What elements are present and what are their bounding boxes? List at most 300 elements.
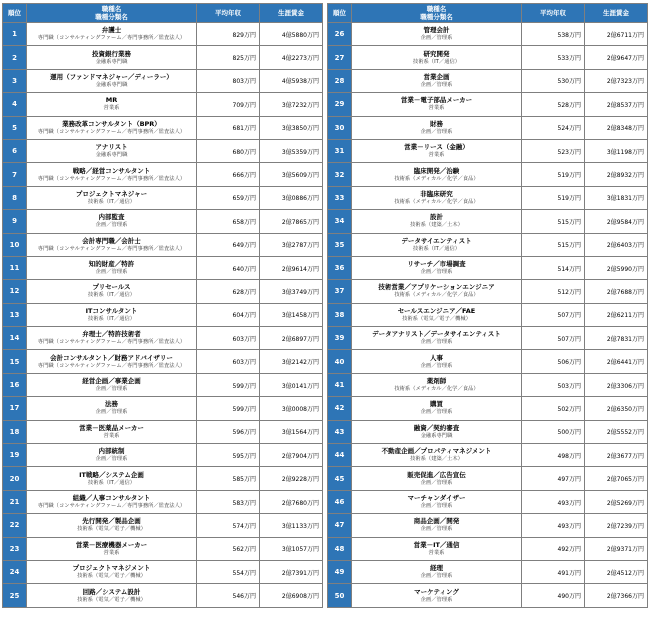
table-row: [328, 397, 648, 420]
salary-cell: 649万円: [197, 233, 260, 256]
table-row: [3, 350, 323, 373]
header-job-subtitle: 職種分類名: [420, 13, 453, 21]
rank-cell: 12: [3, 280, 27, 303]
table-row: [328, 490, 648, 513]
job-category: 企画／管理系: [420, 269, 453, 276]
rank-cell: 29: [328, 93, 352, 116]
rank-cell: 15: [3, 350, 27, 373]
salary-cell: 498万円: [522, 444, 585, 467]
header-job-title: 職種名: [426, 5, 447, 13]
rank-cell: 38: [328, 303, 352, 326]
table-row: [3, 420, 323, 443]
rank-cell: 2: [3, 46, 27, 69]
table-row: [3, 233, 323, 256]
salary-cell: 491万円: [522, 560, 585, 583]
table-row: [328, 584, 648, 607]
job-category: 技術系（電気／電子／機械）: [77, 596, 146, 603]
job-category: 技術系（IT／通信）: [87, 479, 136, 486]
table-row: [3, 444, 323, 467]
salary-cell: 506万円: [522, 350, 585, 373]
lifetime-cell: 2億6897万円: [260, 327, 323, 350]
job-name: 技術営業／アプリケーションエンジニア: [378, 283, 495, 292]
rank-cell: 6: [3, 139, 27, 162]
header-job: [27, 4, 197, 23]
rank-cell: 31: [328, 139, 352, 162]
table-row: [328, 256, 648, 279]
rank-cell: 45: [328, 467, 352, 490]
lifetime-cell: 2億8932万円: [585, 163, 648, 186]
table-row: [3, 280, 323, 303]
job-cell: [27, 303, 197, 326]
salary-cell: 574万円: [197, 514, 260, 537]
job-category: 営業系: [428, 152, 445, 159]
lifetime-cell: 3億1057万円: [260, 537, 323, 560]
table-row: [3, 560, 323, 583]
job-cell: [27, 23, 197, 46]
lifetime-cell: 3億1458万円: [260, 303, 323, 326]
rank-cell: 42: [328, 397, 352, 420]
salary-cell: 519万円: [522, 186, 585, 209]
job-name: 法務: [105, 400, 118, 409]
job-name: 人事: [430, 353, 443, 362]
job-name: 財務: [430, 119, 443, 128]
lifetime-cell: 2億7366万円: [585, 584, 648, 607]
table-row: [3, 93, 323, 116]
job-cell: [352, 233, 522, 256]
table-row: [328, 327, 648, 350]
rank-cell: 24: [3, 560, 27, 583]
salary-cell: 515万円: [522, 210, 585, 233]
job-category: 技術系（IT／通信）: [412, 58, 461, 65]
job-cell: [27, 350, 197, 373]
job-category: 技術系（IT／通信）: [87, 315, 136, 322]
salary-cell: 519万円: [522, 163, 585, 186]
table-row: [328, 163, 648, 186]
lifetime-cell: 2億5269万円: [585, 490, 648, 513]
job-cell: [27, 490, 197, 513]
job-category: 企画／管理系: [420, 35, 453, 42]
table-row: [328, 210, 648, 233]
table-row: [3, 210, 323, 233]
salary-cell: 583万円: [197, 490, 260, 513]
salary-cell: 530万円: [522, 69, 585, 92]
job-category: 技術系（電気／電子／機械）: [77, 526, 146, 533]
job-cell: [352, 514, 522, 537]
job-category: 技術系（IT／通信）: [87, 292, 136, 299]
job-name: MR: [105, 96, 118, 105]
table-row: [328, 93, 648, 116]
lifetime-cell: 3億3850万円: [260, 116, 323, 139]
job-name: プロジェクトマネジメント: [72, 564, 151, 573]
rank-cell: 40: [328, 350, 352, 373]
job-name: データサイエンティスト: [401, 236, 472, 245]
rank-cell: 11: [3, 256, 27, 279]
table-row: [328, 420, 648, 443]
job-category: 営業系: [103, 105, 120, 112]
rank-cell: 47: [328, 514, 352, 537]
job-category: 企画／管理系: [420, 339, 453, 346]
job-cell: [27, 210, 197, 233]
job-name: マーチャンダイザー: [407, 494, 466, 502]
table-row: [3, 46, 323, 69]
lifetime-cell: 2億6711万円: [585, 23, 648, 46]
salary-cell: 640万円: [197, 256, 260, 279]
salary-cell: 497万円: [522, 467, 585, 490]
job-name: 会計コンサルタント／財務アドバイザリー: [50, 353, 173, 362]
job-category: 企画／管理系: [420, 362, 453, 369]
job-name: アナリスト: [95, 143, 128, 152]
table-row: [3, 23, 323, 46]
job-category: 技術系（IT／通信）: [412, 245, 461, 252]
job-category: 営業系: [103, 432, 120, 439]
rank-cell: 10: [3, 233, 27, 256]
rank-cell: 9: [3, 210, 27, 233]
lifetime-cell: 3億0141万円: [260, 373, 323, 396]
salary-cell: 596万円: [197, 420, 260, 443]
job-category: 営業系: [428, 105, 445, 112]
salary-cell: 533万円: [522, 46, 585, 69]
lifetime-cell: 2億7904万円: [260, 444, 323, 467]
job-name: 管理会計: [423, 26, 450, 35]
rank-cell: 8: [3, 186, 27, 209]
job-category: 技術系（建築／土木）: [410, 456, 463, 463]
rank-cell: 22: [3, 514, 27, 537]
lifetime-cell: 2億7680万円: [260, 490, 323, 513]
job-name: 営業－電子部品メーカー: [400, 96, 473, 105]
lifetime-cell: 3億2787万円: [260, 233, 323, 256]
rank-cell: 23: [3, 537, 27, 560]
job-name: 運用（ファンドマネジャー／ディーラー）: [50, 72, 173, 81]
job-cell: [27, 280, 197, 303]
lifetime-cell: 3億0886万円: [260, 186, 323, 209]
job-cell: [27, 233, 197, 256]
lifetime-cell: 2億9228万円: [260, 467, 323, 490]
salary-cell: 680万円: [197, 139, 260, 162]
job-category: 企画／管理系: [95, 386, 128, 393]
job-cell: [352, 163, 522, 186]
job-cell: [352, 467, 522, 490]
salary-cell: 492万円: [522, 537, 585, 560]
job-category: 技術系（メディカル／化学／食品）: [394, 198, 479, 205]
lifetime-cell: 4億5938万円: [260, 69, 323, 92]
salary-cell: 628万円: [197, 280, 260, 303]
lifetime-cell: 2億7323万円: [585, 69, 648, 92]
table-row: [328, 560, 648, 583]
job-name: プリセールス: [92, 283, 131, 292]
salary-cell: 666万円: [197, 163, 260, 186]
job-category: 企画／管理系: [420, 573, 453, 580]
salary-cell: 493万円: [522, 490, 585, 513]
header-row: [328, 4, 648, 23]
job-cell: [352, 303, 522, 326]
salary-cell: 507万円: [522, 327, 585, 350]
salary-cell: 515万円: [522, 233, 585, 256]
job-category: 営業系: [428, 549, 445, 556]
rank-cell: 49: [328, 560, 352, 583]
lifetime-cell: 2億4512万円: [585, 560, 648, 583]
job-category: 専門職（コンサルティングファーム／専門事務所／監査法人）: [37, 503, 186, 509]
table-row: [3, 467, 323, 490]
lifetime-cell: 2億9647万円: [585, 46, 648, 69]
job-cell: [352, 186, 522, 209]
job-cell: [352, 327, 522, 350]
job-name: 販売促進／広告宣伝: [407, 470, 466, 479]
job-category: 専門職（コンサルティングファーム／専門事務所／監査法人）: [37, 245, 186, 252]
table-row: [3, 490, 323, 513]
job-category: 企画／管理系: [95, 456, 128, 463]
rank-cell: 20: [3, 467, 27, 490]
job-name: 営業－医薬品メーカー: [79, 423, 144, 432]
job-category: 企画／管理系: [420, 596, 453, 603]
job-name: マーケティング: [414, 587, 459, 596]
job-cell: [27, 397, 197, 420]
ranking-table-left: [2, 3, 323, 608]
header-rank: 順位: [3, 4, 27, 23]
job-category: 営業系: [103, 549, 120, 556]
job-category: 技術系（メディカル／化学／食品）: [394, 292, 479, 299]
job-cell: [352, 490, 522, 513]
lifetime-cell: 3億1831万円: [585, 186, 648, 209]
ranking-table-right: [327, 3, 648, 608]
job-name: プロジェクトマネジャー: [75, 189, 148, 198]
lifetime-cell: 3億1133万円: [260, 514, 323, 537]
job-category: 金融系専門職: [95, 58, 128, 65]
lifetime-cell: 3億5359万円: [260, 139, 323, 162]
rank-cell: 41: [328, 373, 352, 396]
job-name: 不動産企画／プロパティマネジメント: [381, 447, 492, 456]
salary-cell: 523万円: [522, 139, 585, 162]
salary-cell: 825万円: [197, 46, 260, 69]
table-row: [328, 444, 648, 467]
salary-cell: 595万円: [197, 444, 260, 467]
lifetime-cell: 2億5552万円: [585, 420, 648, 443]
table-row: [3, 373, 323, 396]
salary-cell: 500万円: [522, 420, 585, 443]
salary-cell: 503万円: [522, 373, 585, 396]
lifetime-cell: 2億9371万円: [585, 537, 648, 560]
rank-cell: 33: [328, 186, 352, 209]
salary-cell: 658万円: [197, 210, 260, 233]
lifetime-cell: 2億8537万円: [585, 93, 648, 116]
salary-cell: 493万円: [522, 514, 585, 537]
job-category: 企画／管理系: [95, 409, 128, 416]
job-category: 金融系専門職: [95, 152, 128, 159]
job-category: 金融系専門職: [95, 81, 128, 88]
job-cell: [352, 584, 522, 607]
table-row: [328, 46, 648, 69]
table-row: [328, 373, 648, 396]
lifetime-cell: 2億3677万円: [585, 444, 648, 467]
header-salary: 平均年収: [522, 4, 585, 23]
job-cell: [352, 69, 522, 92]
lifetime-cell: 2億7831万円: [585, 327, 648, 350]
job-category: 企画／管理系: [420, 526, 453, 533]
table-row: [328, 116, 648, 139]
job-name: 回路／システム設計: [82, 587, 141, 596]
lifetime-cell: 3億1198万円: [585, 139, 648, 162]
rank-cell: 21: [3, 490, 27, 513]
salary-cell: 709万円: [197, 93, 260, 116]
header-job-subtitle: 職種分類名: [95, 13, 128, 21]
lifetime-cell: 2億9584万円: [585, 210, 648, 233]
job-name: ITコンサルタント: [85, 306, 138, 315]
lifetime-cell: 2億3306万円: [585, 373, 648, 396]
table-row: [3, 139, 323, 162]
job-name: 弁護士: [101, 26, 122, 35]
table-row: [328, 233, 648, 256]
job-name: 内部監査: [98, 213, 125, 222]
table-row: [328, 23, 648, 46]
rank-cell: 43: [328, 420, 352, 443]
rank-cell: 16: [3, 373, 27, 396]
table-row: [328, 467, 648, 490]
salary-cell: 585万円: [197, 467, 260, 490]
rank-cell: 32: [328, 163, 352, 186]
job-cell: [27, 93, 197, 116]
header-job-title: 職種名: [101, 5, 122, 13]
header-job: [352, 4, 522, 23]
table-row: [328, 303, 648, 326]
rank-cell: 44: [328, 444, 352, 467]
salary-cell: 803万円: [197, 69, 260, 92]
lifetime-cell: 2億8348万円: [585, 116, 648, 139]
job-name: データアナリスト／データサイエンティスト: [372, 330, 501, 339]
rank-cell: 48: [328, 537, 352, 560]
table-row: [3, 584, 323, 607]
lifetime-cell: 2億6211万円: [585, 303, 648, 326]
job-cell: [27, 139, 197, 162]
job-name: 投資銀行業務: [92, 49, 131, 58]
job-cell: [352, 373, 522, 396]
lifetime-cell: 2億7391万円: [260, 560, 323, 583]
rank-cell: 17: [3, 397, 27, 420]
lifetime-cell: 2億7065万円: [585, 467, 648, 490]
rank-cell: 18: [3, 420, 27, 443]
job-category: 専門職（コンサルティングファーム／専門事務所／監査法人）: [37, 175, 186, 182]
rank-cell: 34: [328, 210, 352, 233]
salary-cell: 603万円: [197, 327, 260, 350]
job-category: 技術系（電気／電子／機械）: [77, 573, 146, 580]
header-row: [3, 4, 323, 23]
lifetime-cell: 2億7865万円: [260, 210, 323, 233]
table-row: [328, 514, 648, 537]
salary-cell: 681万円: [197, 116, 260, 139]
job-category: 企画／管理系: [420, 128, 453, 135]
lifetime-cell: 2億9614万円: [260, 256, 323, 279]
job-name: 先行開発／製品企画: [82, 517, 141, 526]
job-name: 融資／契約審査: [413, 423, 460, 432]
job-category: 技術系（電気／電子／機械）: [402, 315, 471, 322]
job-cell: [27, 46, 197, 69]
job-cell: [352, 420, 522, 443]
job-name: 購買: [430, 400, 443, 409]
job-cell: [27, 327, 197, 350]
salary-cell: 538万円: [522, 23, 585, 46]
rank-cell: 5: [3, 116, 27, 139]
rank-cell: 30: [328, 116, 352, 139]
table-row: [3, 163, 323, 186]
job-name: 戦略／経営コンサルタント: [72, 166, 151, 175]
job-name: 営業－医療機器メーカー: [75, 540, 148, 549]
rank-cell: 37: [328, 280, 352, 303]
job-cell: [352, 444, 522, 467]
job-name: 非臨床研究: [420, 189, 453, 198]
table-row: [3, 303, 323, 326]
lifetime-cell: 3億3749万円: [260, 280, 323, 303]
salary-cell: 554万円: [197, 560, 260, 583]
job-category: 技術系（建築／土木）: [410, 222, 463, 229]
job-cell: [27, 467, 197, 490]
job-name: 業務改革コンサルタント（BPR）: [62, 119, 161, 128]
job-category: 企画／管理系: [95, 269, 128, 276]
job-name: 組織／人事コンサルタント: [72, 494, 151, 502]
salary-cell: 562万円: [197, 537, 260, 560]
salary-cell: 524万円: [522, 116, 585, 139]
lifetime-cell: 3億7232万円: [260, 93, 323, 116]
job-category: 専門職（コンサルティングファーム／専門事務所／監査法人）: [37, 339, 186, 346]
job-name: セールスエンジニア／FAE: [397, 306, 476, 315]
job-name: 内部統制: [98, 447, 125, 456]
job-cell: [352, 256, 522, 279]
lifetime-cell: 2億6403万円: [585, 233, 648, 256]
table-row: [328, 186, 648, 209]
lifetime-cell: 2億6908万円: [260, 584, 323, 607]
table-row: [328, 350, 648, 373]
table-row: [3, 397, 323, 420]
job-cell: [352, 280, 522, 303]
lifetime-cell: 3億2142万円: [260, 350, 323, 373]
table-row: [3, 537, 323, 560]
job-cell: [27, 537, 197, 560]
salary-cell: 659万円: [197, 186, 260, 209]
job-cell: [352, 23, 522, 46]
job-cell: [352, 210, 522, 233]
job-cell: [352, 397, 522, 420]
salary-cell: 514万円: [522, 256, 585, 279]
job-cell: [27, 420, 197, 443]
job-name: 営業－リース（金融）: [404, 143, 469, 152]
table-row: [328, 69, 648, 92]
salary-cell: 528万円: [522, 93, 585, 116]
job-category: 専門職（コンサルティングファーム／専門事務所／監査法人）: [37, 128, 186, 135]
rank-cell: 26: [328, 23, 352, 46]
job-name: IT戦略／システム企画: [79, 470, 144, 479]
job-cell: [27, 584, 197, 607]
salary-cell: 490万円: [522, 584, 585, 607]
rank-cell: 25: [3, 584, 27, 607]
job-category: 専門職（コンサルティングファーム／専門事務所／監査法人）: [37, 35, 186, 42]
job-category: 企画／管理系: [420, 503, 453, 509]
job-name: 経営企画／事業企画: [82, 377, 141, 386]
job-category: 企画／管理系: [95, 222, 128, 229]
rank-cell: 39: [328, 327, 352, 350]
job-name: 設計: [430, 213, 443, 222]
job-category: 専門職（コンサルティングファーム／専門事務所／監査法人）: [37, 362, 186, 369]
salary-cell: 604万円: [197, 303, 260, 326]
header-lifetime: 生涯賃金: [260, 4, 323, 23]
job-cell: [27, 186, 197, 209]
table-row: [3, 186, 323, 209]
job-category: 企画／管理系: [420, 409, 453, 416]
table-row: [3, 514, 323, 537]
lifetime-cell: 3億0008万円: [260, 397, 323, 420]
lifetime-cell: 2億5990万円: [585, 256, 648, 279]
job-cell: [352, 46, 522, 69]
job-name: 経理: [430, 564, 443, 573]
job-cell: [352, 116, 522, 139]
job-name: 商品企画／開発: [413, 517, 460, 526]
salary-cell: 546万円: [197, 584, 260, 607]
